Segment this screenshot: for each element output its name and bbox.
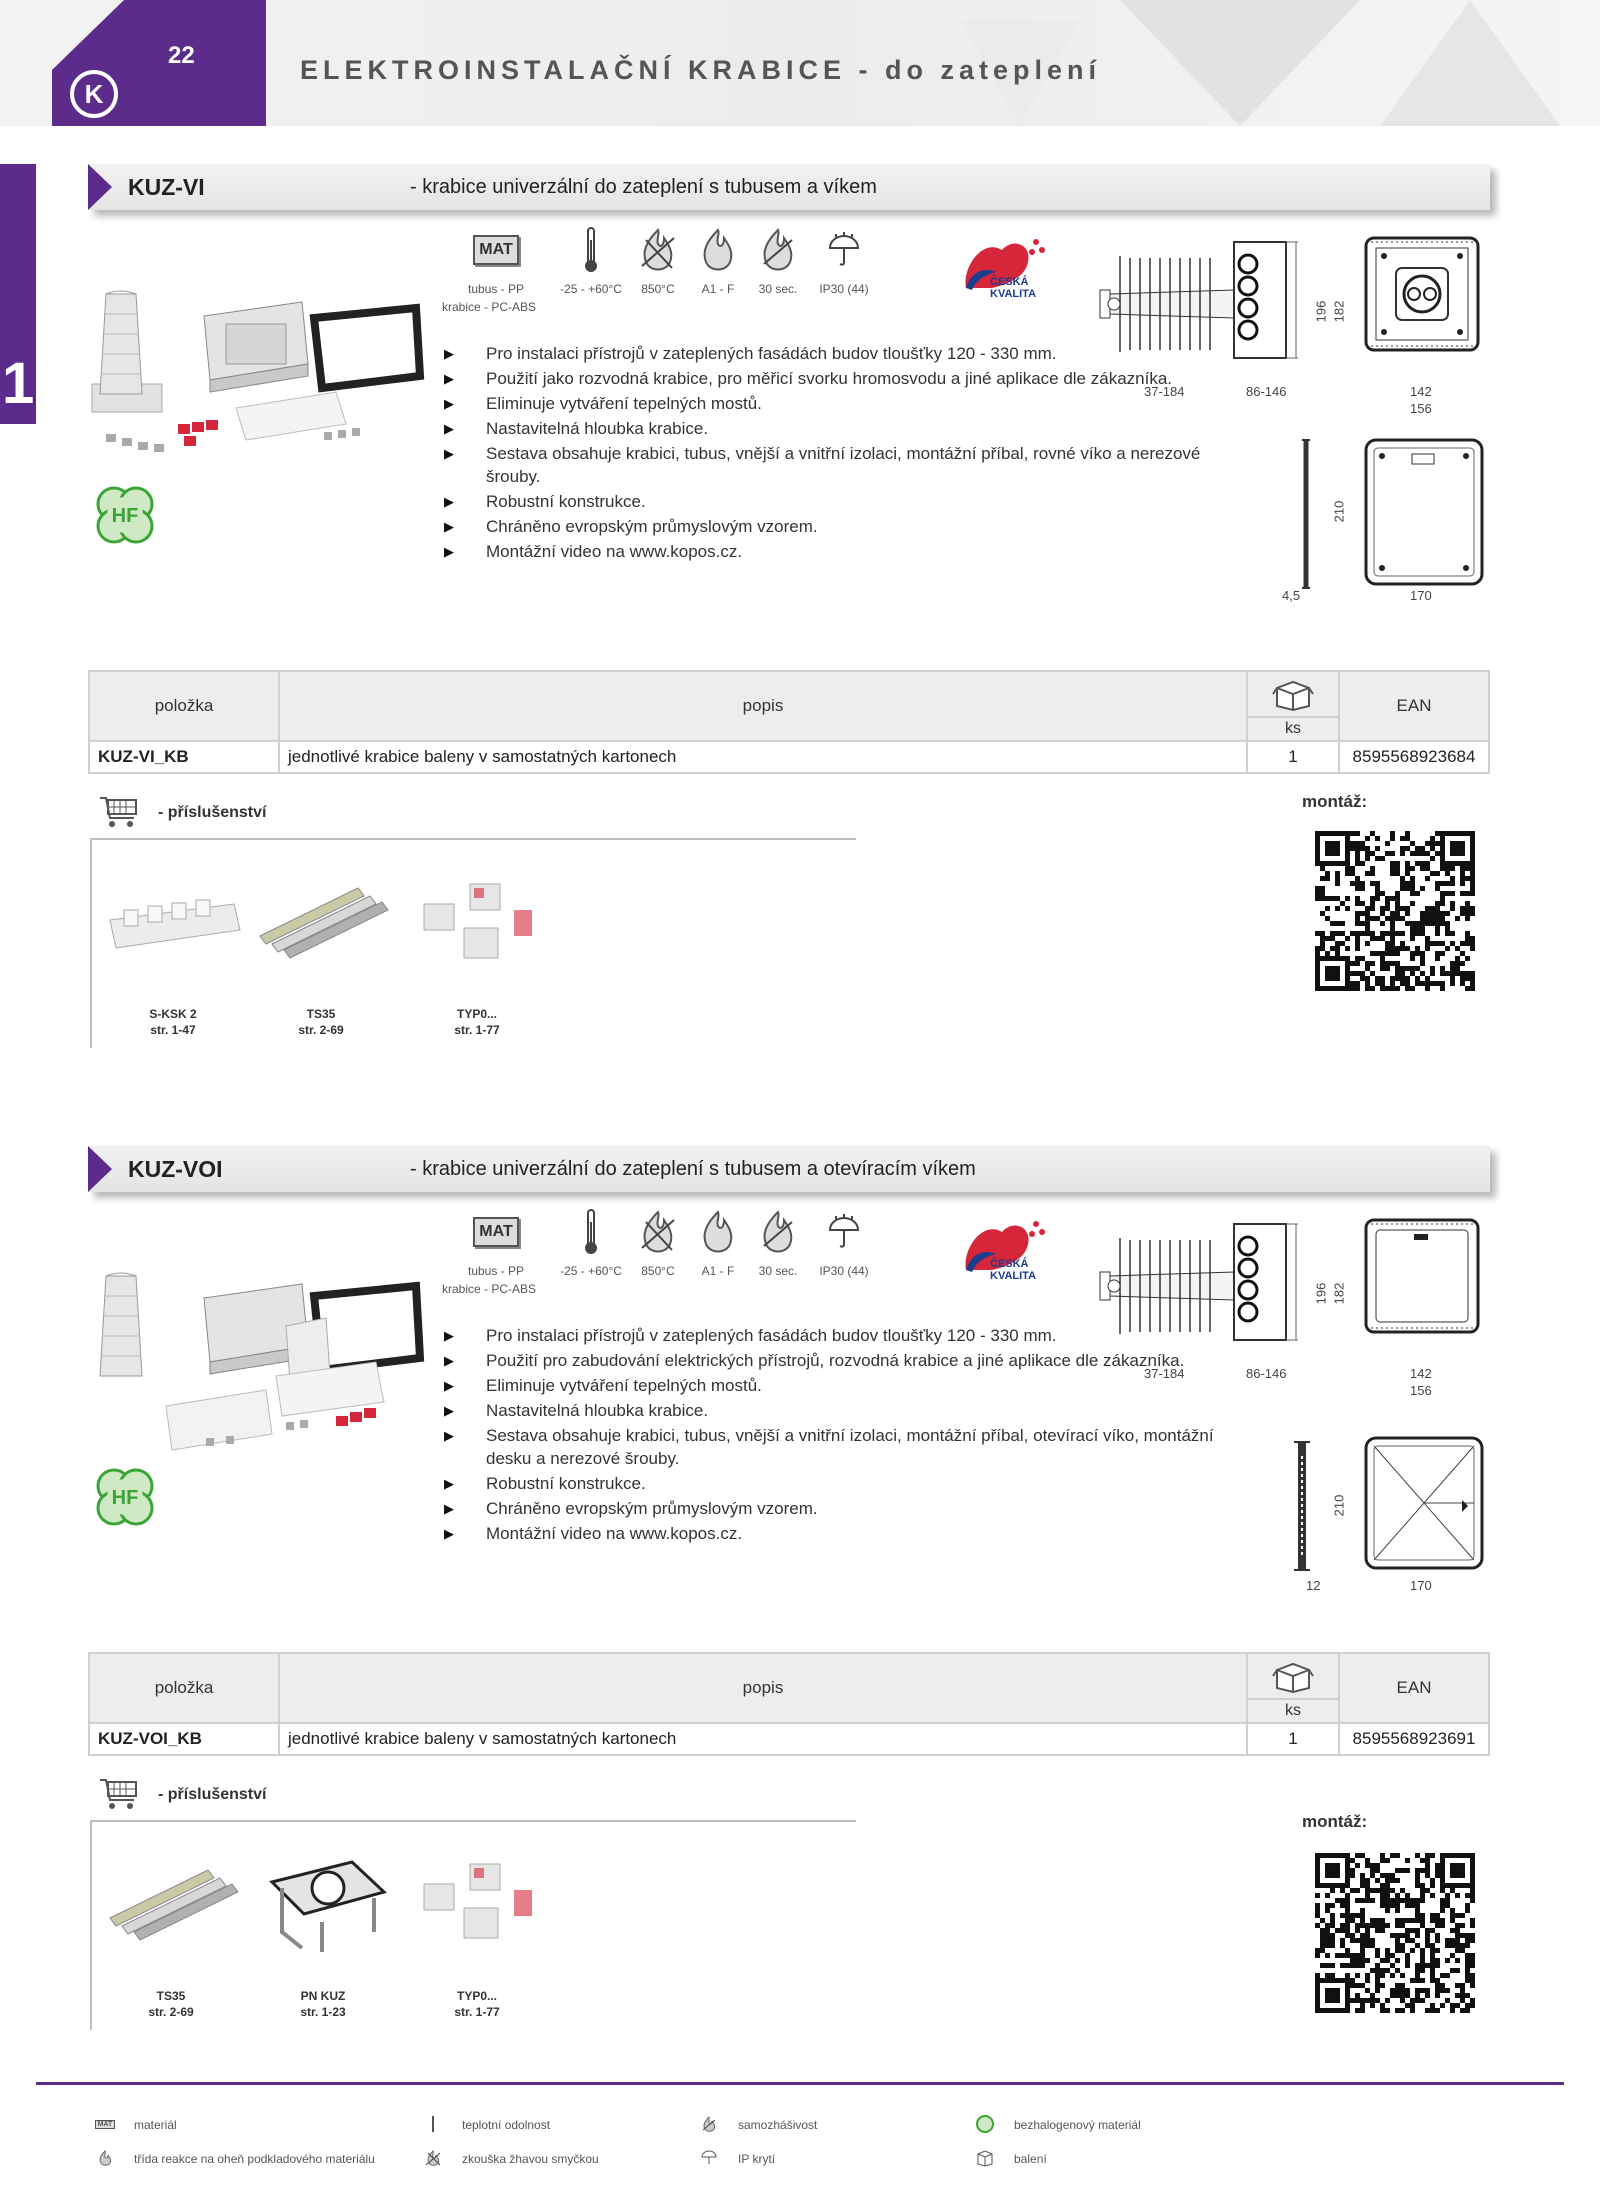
accessory-photo <box>254 880 394 960</box>
montage-label: montáž: <box>1302 1812 1368 1831</box>
self-extinguish-icon <box>698 2114 720 2134</box>
lid-side-drawing <box>1290 1436 1314 1576</box>
col-header-item: položka <box>89 671 279 741</box>
feature-item: ▶ Robustní konstrukce. <box>444 490 1224 513</box>
accessory-page: str. 1-47 <box>150 1023 196 1037</box>
ks-label: ks <box>1248 716 1338 740</box>
ip-value: IP30 (44) <box>819 282 869 296</box>
col-header-ean: EAN <box>1339 1653 1489 1723</box>
mat-icon: MAT <box>473 235 519 265</box>
self-extinguish-icon <box>748 224 808 276</box>
dimension-label: 156 <box>1410 401 1432 416</box>
accessory-name: TS35 <box>306 1007 336 1021</box>
col-header-desc: popis <box>279 1653 1247 1723</box>
cell-desc: jednotlivé krabice baleny v samostatných kartonech <box>279 741 1247 773</box>
accessory-item[interactable] <box>278 1988 368 2020</box>
cell-ean: 8595568923684 <box>1339 741 1489 773</box>
cart-icon <box>98 1774 138 1812</box>
self-extinguish-property <box>748 224 808 296</box>
accessory-page: str. 1-77 <box>454 1023 500 1037</box>
accessory-name: PN KUZ <box>300 1989 346 2003</box>
feature-item: ▶ Použití pro zabudování elektrických přístrojů, rozvodná krabice a jiné aplikace dle zákazníka. <box>444 1349 1224 1372</box>
header-decoration <box>1120 0 1360 126</box>
product-photo <box>86 284 426 474</box>
ip-property <box>812 1206 876 1278</box>
ks-label: ks <box>1248 1698 1338 1722</box>
svg-text:HF: HF <box>111 1487 139 1509</box>
page-number: 22 <box>168 42 195 69</box>
page-title: ELEKTROINSTALAČNÍ KRABICE - do zateplení <box>300 55 1102 85</box>
front-view-drawing <box>1362 234 1482 364</box>
cell-ks: 1 <box>1247 741 1339 773</box>
accessory-name: TYP0... <box>456 1007 497 1021</box>
cart-icon <box>98 792 138 830</box>
table-row <box>89 741 1489 773</box>
side-view-drawing <box>1094 1216 1304 1346</box>
product-code: KUZ-VI <box>128 174 205 200</box>
lid-front-drawing <box>1362 1434 1486 1572</box>
col-header-ean: EAN <box>1339 671 1489 741</box>
product-subtitle: - krabice univerzální do zateplení s tubusem a víkem <box>410 176 877 198</box>
material-tubus: tubus - PP <box>467 282 525 296</box>
montage-label: montáž: <box>1302 792 1368 811</box>
lid-front-drawing <box>1362 436 1486 588</box>
glow-wire-property <box>632 1206 684 1278</box>
mat-icon: MAT <box>94 2114 116 2134</box>
temperature-value: -25 - +60°C <box>560 1264 622 1278</box>
feature-item: ▶ Použití jako rozvodná krabice, pro měřicí svorku hromosvodu a jiné aplikace dle zákazníka. <box>444 367 1224 390</box>
accessory-item[interactable] <box>432 1988 522 2020</box>
thermometer-icon <box>556 224 626 276</box>
reaction-property <box>690 1206 746 1278</box>
glow-wire-property <box>632 224 684 296</box>
feature-item: ▶ Chráněno evropským průmyslovým vzorem. <box>444 515 1224 538</box>
accessories-title: - příslušenství <box>158 1786 267 1803</box>
product-subtitle: - krabice univerzální do zateplení s tubusem a otevíracím víkem <box>410 1158 976 1180</box>
temperature-property <box>556 224 626 296</box>
dimension-label: 12 <box>1306 1578 1321 1593</box>
halogen-free-badge <box>92 1464 158 1530</box>
feature-item: ▶ Montážní video na www.kopos.cz. <box>444 1522 1224 1545</box>
umbrella-icon <box>698 2148 720 2168</box>
material-krabice: krabice - PC-ABS <box>442 1282 537 1296</box>
accessory-photo <box>262 1852 392 1962</box>
cell-code: KUZ-VOI_KB <box>89 1723 279 1755</box>
temperature-property <box>556 1206 626 1278</box>
accessory-page: str. 1-23 <box>300 2005 346 2019</box>
cell-code: KUZ-VI_KB <box>89 741 279 773</box>
dimension-label: 142 <box>1410 1366 1432 1381</box>
dimension-label: 210 <box>1331 500 1347 523</box>
cell-desc: jednotlivé krabice baleny v samostatných kartonech <box>279 1723 1247 1755</box>
page-header <box>0 0 1600 126</box>
umbrella-icon <box>812 224 876 276</box>
accessory-page: str. 2-69 <box>298 1023 344 1037</box>
dimension-label: 156 <box>1410 1383 1432 1398</box>
feature-item: ▶ Chráněno evropským průmyslovým vzorem. <box>444 1497 1224 1520</box>
glow-wire-value: 850°C <box>641 282 675 296</box>
accessories-divider <box>90 1820 856 1822</box>
cell-ks: 1 <box>1247 1723 1339 1755</box>
accessory-item[interactable] <box>432 1006 522 1038</box>
dimension-label: 182 <box>1331 1282 1347 1305</box>
umbrella-icon <box>812 1206 876 1258</box>
accessories-divider <box>90 1820 92 2030</box>
brand-logo: K <box>70 70 118 118</box>
accessory-photo <box>104 890 244 960</box>
front-view-drawing <box>1362 1216 1482 1346</box>
dimension-label: 37-184 <box>1144 384 1185 399</box>
accessory-name: TS35 <box>156 1989 186 2003</box>
glow-wire-icon <box>422 2148 444 2168</box>
product-code: KUZ-VOI <box>128 1156 223 1182</box>
ip-value: IP30 (44) <box>819 1264 869 1278</box>
self-extinguish-property <box>748 1206 808 1278</box>
accessory-name: TYP0... <box>456 1989 497 2003</box>
cell-ean: 8595568923691 <box>1339 1723 1489 1755</box>
feature-item: ▶ Nastavitelná hloubka krabice. <box>444 1399 1224 1422</box>
feature-item: ▶ Eliminuje vytváření tepelných mostů. <box>444 392 1224 415</box>
self-extinguish-icon <box>748 1206 808 1258</box>
product-table <box>88 670 1490 774</box>
accessory-item[interactable] <box>276 1006 366 1038</box>
header-decoration <box>1380 0 1560 126</box>
dimension-label: 170 <box>1410 588 1432 603</box>
section-arrow-icon <box>88 1146 112 1192</box>
accessories-divider <box>90 838 856 840</box>
accessory-item[interactable] <box>128 1006 218 1038</box>
flame-icon <box>94 2148 116 2168</box>
feature-item: ▶ Sestava obsahuje krabici, tubus, vnější a vnitřní izolaci, montážní příbal, otevírací víko, montážní desku a nerezové šrouby. <box>444 1424 1224 1470</box>
self-extinguish-value: 30 sec. <box>758 282 798 296</box>
accessory-photo <box>104 1862 244 1942</box>
product-table <box>88 1652 1490 1756</box>
accessory-page: str. 1-77 <box>454 2005 500 2019</box>
reaction-value: A1 - F <box>701 1264 735 1278</box>
glow-wire-icon <box>632 1206 684 1258</box>
box-icon <box>974 2148 996 2168</box>
flame-icon <box>690 224 746 276</box>
feature-list <box>444 342 1224 565</box>
feature-item: ▶ Sestava obsahuje krabici, tubus, vnější a vnitřní izolaci, montážní příbal, rovné víko a nerezové šrouby. <box>444 442 1224 488</box>
dimension-label: 210 <box>1331 1494 1347 1517</box>
accessories-divider <box>90 838 92 1048</box>
lid-side-drawing <box>1296 434 1316 594</box>
col-header-ks <box>1247 671 1339 741</box>
accessory-name: S-KSK 2 <box>149 1007 197 1021</box>
section-arrow-icon <box>88 164 112 210</box>
reaction-property <box>690 224 746 296</box>
dimension-label: 4,5 <box>1282 588 1301 603</box>
glow-wire-icon <box>632 224 684 276</box>
accessory-page: str. 2-69 <box>148 2005 194 2019</box>
ip-property <box>812 224 876 296</box>
dimension-label: 86-146 <box>1246 1366 1287 1381</box>
feature-list <box>444 1324 1224 1547</box>
dimension-label: 196 <box>1313 1282 1329 1305</box>
feature-item: ▶ Montážní video na www.kopos.cz. <box>444 540 1224 563</box>
accessory-photo <box>414 1860 544 1950</box>
quality-logo-text: ČESKÁ KVALITA <box>990 1258 1037 1282</box>
qr-code[interactable] <box>1310 1848 1480 2018</box>
box-icon <box>1248 672 1338 716</box>
side-view-drawing <box>1094 234 1304 364</box>
dimension-label: 196 <box>1313 300 1329 323</box>
chapter-number: 1 <box>2 351 35 416</box>
col-header-desc: popis <box>279 671 1247 741</box>
dimension-label: 86-146 <box>1246 384 1287 399</box>
quality-logo-text: ČESKÁ KVALITA <box>990 276 1037 300</box>
halogen-free-icon <box>974 2114 996 2134</box>
feature-item: ▶ Robustní konstrukce. <box>444 1472 1224 1495</box>
table-row <box>89 1723 1489 1755</box>
thermometer-icon <box>556 1206 626 1258</box>
feature-item: ▶ Pro instalaci přístrojů v zateplených fasádách budov tloušťky 120 - 330 mm. <box>444 342 1224 365</box>
feature-item: ▶ Pro instalaci přístrojů v zateplených fasádách budov tloušťky 120 - 330 mm. <box>444 1324 1224 1347</box>
accessory-item[interactable] <box>126 1988 216 2020</box>
dimension-label: 142 <box>1410 384 1432 399</box>
dimension-label: 170 <box>1410 1578 1432 1593</box>
legend-divider <box>36 2082 1564 2085</box>
accessory-photo <box>414 880 544 970</box>
thermometer-icon <box>422 2114 444 2134</box>
halogen-free-badge <box>92 482 158 548</box>
svg-text:HF: HF <box>111 505 139 527</box>
col-header-ks <box>1247 1653 1339 1723</box>
mat-icon: MAT <box>473 1217 519 1247</box>
box-icon <box>1248 1654 1338 1698</box>
material-property <box>462 224 530 296</box>
col-header-item: položka <box>89 1653 279 1723</box>
flame-icon <box>690 1206 746 1258</box>
reaction-value: A1 - F <box>701 282 735 296</box>
qr-code[interactable] <box>1310 826 1480 996</box>
temperature-value: -25 - +60°C <box>560 282 622 296</box>
dimension-label: 182 <box>1331 300 1347 323</box>
material-property <box>462 1206 530 1278</box>
feature-item: ▶ Eliminuje vytváření tepelných mostů. <box>444 1374 1224 1397</box>
accessories-title: - příslušenství <box>158 804 267 821</box>
dimension-label: 37-184 <box>1144 1366 1185 1381</box>
glow-wire-value: 850°C <box>641 1264 675 1278</box>
material-tubus: tubus - PP <box>467 1264 525 1278</box>
feature-item: ▶ Nastavitelná hloubka krabice. <box>444 417 1224 440</box>
product-photo <box>86 1266 426 1456</box>
self-extinguish-value: 30 sec. <box>758 1264 798 1278</box>
material-krabice: krabice - PC-ABS <box>442 300 537 314</box>
